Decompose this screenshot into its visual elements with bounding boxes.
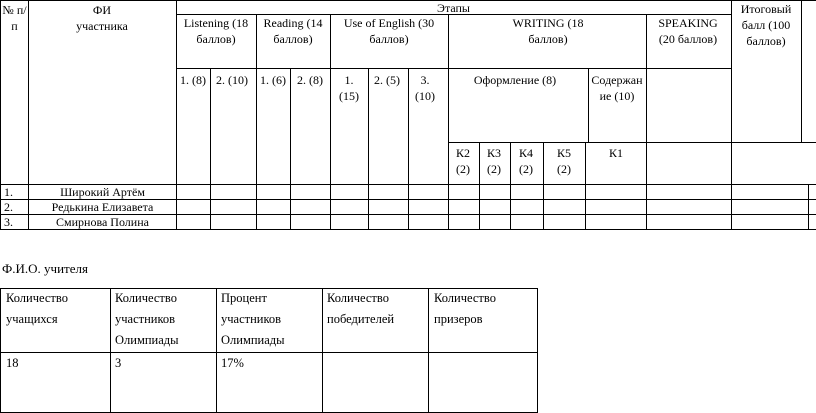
col-header-number: № п/п bbox=[2, 3, 27, 33]
row-number: 3. bbox=[4, 215, 13, 229]
col-header-stages: Этапы bbox=[437, 1, 470, 15]
section-use-of-english: Use of English (30 баллов) bbox=[343, 16, 435, 46]
sub-k1: К1 bbox=[608, 146, 623, 160]
sub-use-3: 3. (10) bbox=[415, 73, 435, 103]
row-name: Смирнова Полина bbox=[56, 215, 149, 229]
sub-k5: К5 (2) bbox=[556, 146, 571, 176]
summary-header-winners: Количество победителей bbox=[327, 291, 395, 326]
sub-use-1: 1. (15) bbox=[339, 73, 359, 103]
sub-listening-2: 2. (10) bbox=[216, 73, 248, 87]
section-speaking: SPEAKING (20 баллов) bbox=[658, 16, 718, 46]
sub-use-2: 2. (5) bbox=[374, 73, 400, 87]
sub-k4: К4 (2) bbox=[518, 146, 533, 176]
summary-header-percent: Процент участников Олимпиады bbox=[221, 291, 285, 347]
sub-writing-content: Содержание (10) bbox=[591, 73, 643, 103]
teacher-label: Ф.И.О. учителя bbox=[2, 261, 88, 276]
summary-header-prizewinners: Количество призеров bbox=[434, 291, 496, 326]
col-header-name: ФИ участника bbox=[76, 3, 128, 33]
col-header-total: Итоговый балл (100 баллов) bbox=[740, 2, 792, 48]
sub-k3: К3 (2) bbox=[486, 146, 501, 176]
row-name: Широкий Артём bbox=[60, 185, 145, 199]
section-reading: Reading (14 баллов) bbox=[263, 16, 323, 46]
sub-listening-1: 1. (8) bbox=[180, 73, 206, 87]
row-number: 2. bbox=[4, 200, 13, 214]
row-name: Редькина Елизавета bbox=[51, 200, 154, 214]
sub-k2: К2 (2) bbox=[455, 146, 470, 176]
sub-reading-1: 1. (6) bbox=[260, 73, 286, 87]
sub-writing-form: Оформление (8) bbox=[473, 73, 557, 87]
summary-value-students: 18 bbox=[6, 356, 19, 370]
summary-header-participants: Количество участников Олимпиады bbox=[115, 291, 179, 347]
summary-value-percent: 17% bbox=[221, 356, 244, 370]
summary-header-students: Количество учащихся bbox=[6, 291, 68, 326]
summary-value-participants: 3 bbox=[115, 356, 122, 370]
section-writing: WRITING (18 баллов) bbox=[512, 16, 584, 46]
sub-reading-2: 2. (8) bbox=[297, 73, 323, 87]
section-listening: Listening (18 баллов) bbox=[183, 16, 249, 46]
row-number: 1. bbox=[4, 185, 13, 199]
